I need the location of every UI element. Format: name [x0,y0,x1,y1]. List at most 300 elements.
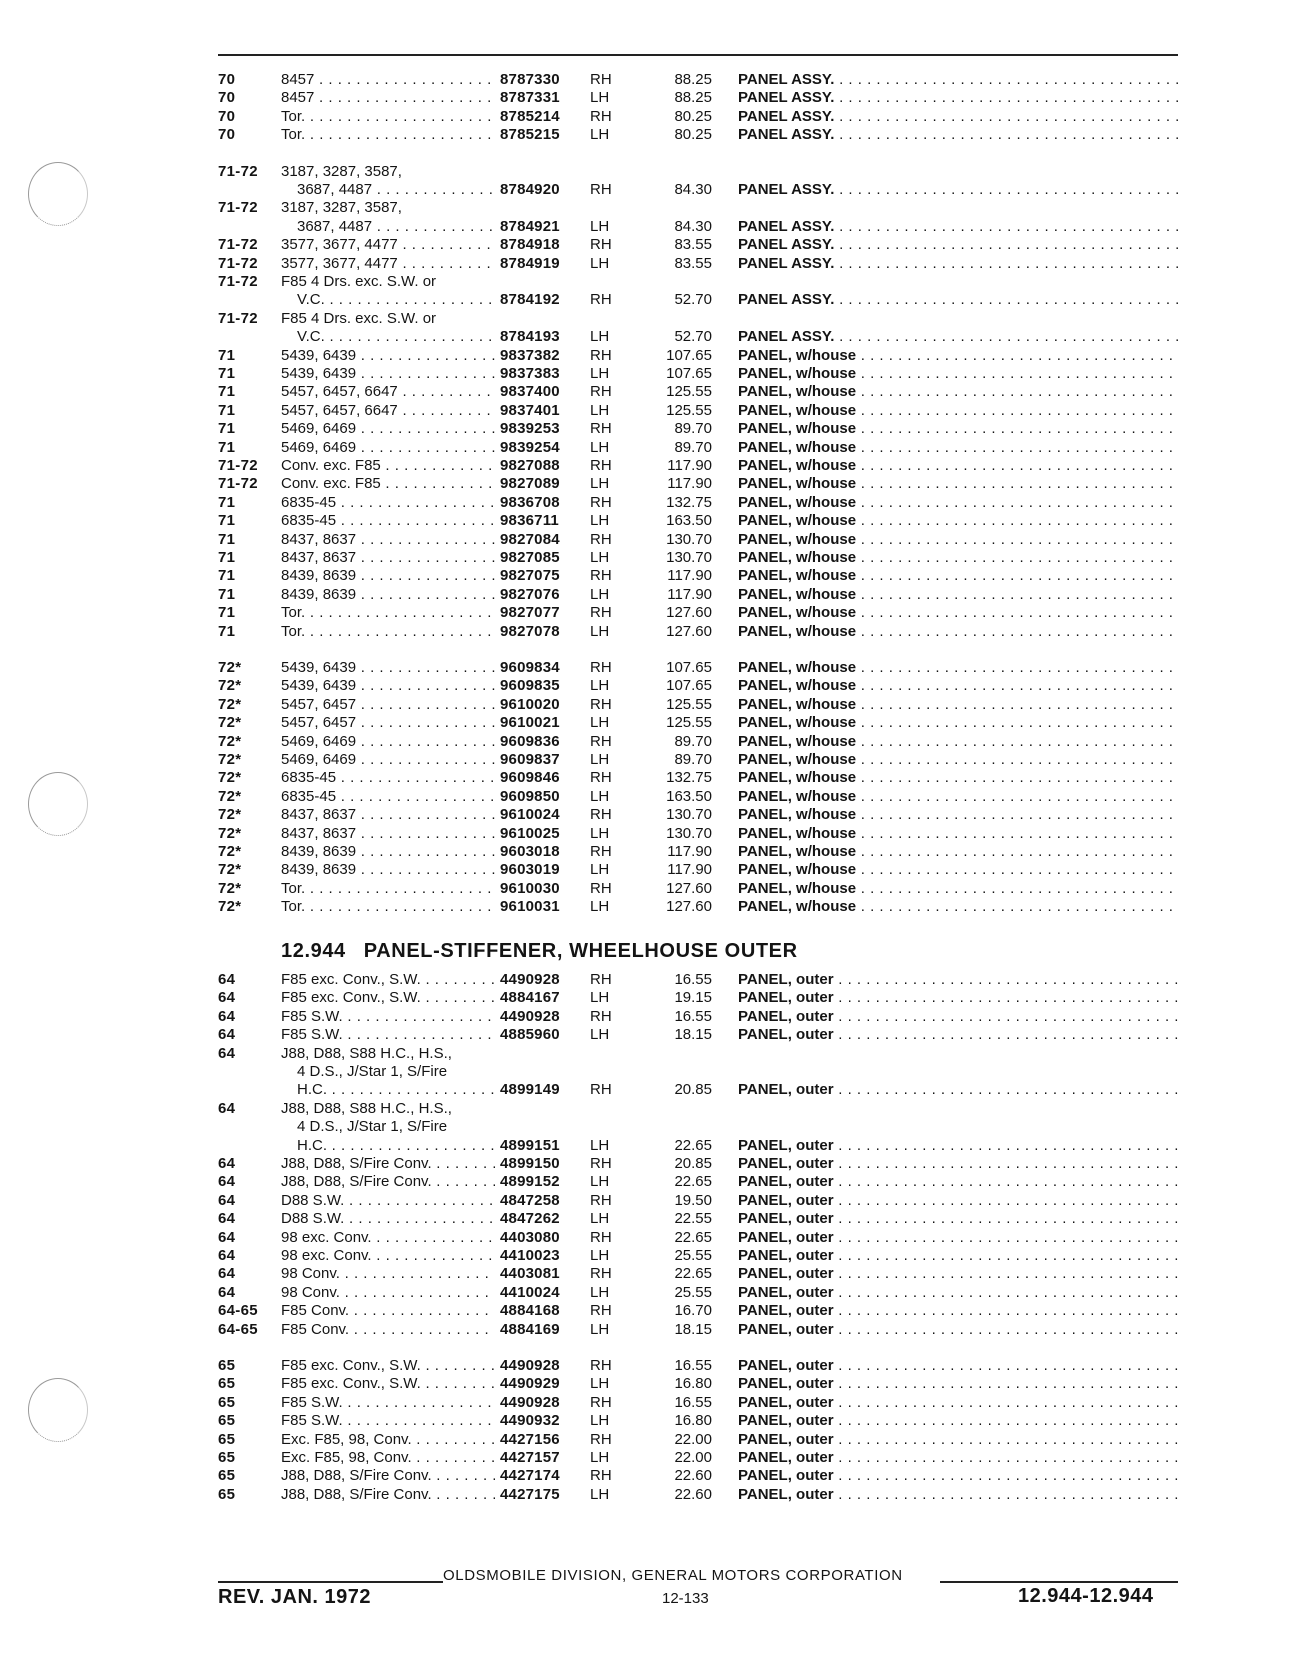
model-cell: 98 Conv. . . . [281,1283,495,1302]
part-number-cell: 4490929 [500,1375,560,1393]
price-cell: 127.60 [666,879,712,897]
part-number-cell: 8784918 [500,236,560,254]
part-number-cell: 8787330 [500,71,560,88]
price-cell: 80.25 [674,126,712,144]
part-number-cell: 4899149 [500,1081,560,1099]
part-number-cell: 4490932 [500,1412,560,1430]
year-cell: 71 [218,604,236,622]
description-cell [738,1264,1178,1283]
price-cell: 127.60 [666,622,712,640]
table-row-continued [0,272,1290,291]
year-cell: 64 [218,1007,236,1025]
model-cell: F85 S.W. . . . [281,1007,495,1026]
side-cell: RH [590,732,612,750]
side-cell: RH [590,659,612,676]
part-number-cell: 4490928 [500,1357,560,1374]
model-cell: J88, D88, S88 H.C., H.S., [281,1044,452,1062]
year-cell: 71 [218,383,236,401]
side-cell: LH [590,1283,610,1301]
model-cell: F85 S.W. . . . [281,1411,495,1430]
description-text: PANEL, w/house [738,420,857,438]
year-cell: 72* [218,677,242,695]
model-cell: J88, D88, S/Fire Conv. . . . [281,1466,495,1485]
part-number-cell: 8785214 [500,107,560,125]
description-text: PANEL, outer [738,1247,834,1264]
model-cell: F85 S.W. . . . [281,1025,495,1044]
price-cell: 18.15 [674,1320,712,1338]
price-cell: 22.65 [674,1228,712,1246]
side-cell: RH [590,843,612,860]
price-cell: 20.85 [674,1155,712,1172]
model-cell: 3577, 3677, 4477 . . . [281,235,495,254]
model-cell: Tor. . . . [281,879,495,898]
year-cell: 71-72 [218,199,258,217]
price-cell: 25.55 [674,1247,712,1264]
description-text: PANEL, outer [738,1081,834,1099]
price-cell: 89.70 [674,732,712,750]
year-cell: 64 [218,1173,236,1191]
description-text: PANEL, w/house [738,659,857,676]
side-cell: RH [590,530,612,548]
description-text: PANEL, w/house [738,806,857,824]
year-cell: 65 [218,1485,236,1503]
page-number: 12-133 [662,1590,709,1607]
description-text: PANEL, outer [738,1485,834,1503]
side-cell: LH [590,365,610,382]
part-number-cell: 8787331 [500,89,560,107]
description-cell [738,1025,1178,1044]
description-cell [738,1246,1178,1265]
year-cell: 64 [218,1265,236,1283]
table-row [0,897,1290,916]
price-cell: 127.60 [666,604,712,622]
model-cell: 8439, 8639 . . . [281,860,495,879]
model-cell: 6835-45 . . . [281,511,495,530]
footer-rule [940,1581,1178,1583]
description-text: PANEL, w/house [738,567,857,585]
year-cell: 64 [218,971,236,988]
side-cell: LH [590,438,610,456]
year-cell: 71 [218,567,236,585]
table-row [0,88,1290,107]
model-cell: 4 D.S., J/Star 1, S/Fire [297,1118,448,1136]
description-text: PANEL, w/house [738,604,857,622]
side-cell: LH [590,512,610,530]
side-cell: RH [590,1155,612,1172]
year-cell: 65 [218,1467,236,1485]
description-cell [738,585,1178,604]
side-cell: LH [590,1173,610,1191]
description-text: PANEL, outer [738,1357,834,1374]
side-cell: RH [590,1357,612,1374]
model-cell: Conv. exc. F85 . . . [281,456,495,475]
description-text: PANEL, w/house [738,769,857,787]
part-number-cell: 9827085 [500,549,560,566]
description-cell [738,658,1178,677]
side-cell: LH [590,1485,610,1503]
table-row [0,768,1290,787]
table-row [0,401,1290,420]
table-row [0,1264,1290,1283]
price-cell: 16.55 [674,971,712,988]
table-row [0,1393,1290,1412]
description-text: PANEL, w/house [738,622,857,640]
model-cell: 5457, 6457 . . . [281,713,495,732]
description-cell [738,1191,1178,1210]
description-cell [738,235,1178,254]
part-number-cell: 4427157 [500,1449,560,1466]
year-cell: 64 [218,1283,236,1301]
side-cell: RH [590,291,612,309]
description-cell [738,1430,1178,1449]
side-cell: RH [590,1467,612,1485]
description-cell [738,860,1178,879]
model-cell: F85 4 Drs. exc. S.W. or [281,309,437,327]
table-row [0,1485,1290,1504]
price-cell: 25.55 [674,1283,712,1301]
price-cell: 22.65 [674,1265,712,1283]
table-row [0,1466,1290,1485]
description-cell [738,768,1178,787]
description-text: PANEL, w/house [738,365,857,382]
side-cell: LH [590,898,610,916]
side-cell: LH [590,1375,610,1393]
price-cell: 89.70 [674,438,712,456]
table-row-continued [0,1062,1290,1081]
part-number-cell: 4427175 [500,1485,560,1503]
model-cell: F85 exc. Conv., S.W. . . . [281,988,495,1007]
description-text: PANEL, outer [738,1007,834,1025]
description-text: PANEL ASSY. [738,89,835,107]
price-cell: 125.55 [666,695,712,713]
year-cell: 71 [218,365,236,382]
table-row [0,824,1290,843]
side-cell: LH [590,1412,610,1430]
table-row [0,474,1290,493]
description-cell [738,88,1178,107]
description-cell [738,1228,1178,1247]
price-cell: 52.70 [674,291,712,309]
description-text: PANEL, w/house [738,824,857,842]
year-cell: 71 [218,549,236,566]
description-cell [738,676,1178,695]
year-cell: 71 [218,401,236,419]
year-cell: 70 [218,89,236,107]
description-cell [738,125,1178,144]
price-cell: 84.30 [674,181,712,198]
description-cell [738,603,1178,622]
side-cell: RH [590,71,612,88]
description-text: PANEL ASSY. [738,291,835,309]
part-number-cell: 9839254 [500,438,560,456]
model-cell: 6835-45 . . . [281,493,495,512]
description-cell [738,1485,1178,1504]
description-text: PANEL, w/house [738,549,857,566]
price-cell: 89.70 [674,420,712,438]
table-row [0,713,1290,732]
description-cell [738,1007,1178,1026]
year-cell: 70 [218,107,236,125]
table-row [0,1356,1290,1375]
side-cell: RH [590,567,612,585]
part-number-cell: 4899151 [500,1136,560,1154]
model-cell: 5469, 6469 . . . [281,732,495,751]
year-cell: 71-72 [218,236,258,254]
description-text: PANEL, w/house [738,493,857,511]
price-cell: 117.90 [667,567,712,585]
description-text: PANEL, w/house [738,585,857,603]
side-cell: RH [590,1228,612,1246]
table-row [0,750,1290,769]
side-cell: LH [590,787,610,805]
model-cell: F85 exc. Conv., S.W. . . . [281,1374,495,1393]
description-text: PANEL, w/house [738,732,857,750]
description-cell [738,1172,1178,1191]
table-row [0,842,1290,861]
table-row [0,1172,1290,1191]
model-cell: 8457 . . . [281,88,495,107]
description-cell [738,732,1178,751]
description-cell [738,70,1178,89]
price-cell: 117.90 [667,457,712,474]
description-text: PANEL, outer [738,1265,834,1283]
side-cell: RH [590,346,612,364]
part-number-cell: 4885960 [500,1026,560,1044]
side-cell: RH [590,457,612,474]
price-cell: 132.75 [666,769,712,787]
price-cell: 125.55 [666,401,712,419]
table-row [0,1209,1290,1228]
table-row [0,1154,1290,1173]
side-cell: LH [590,751,610,768]
table-row [0,548,1290,567]
description-cell [738,364,1178,383]
table-row [0,603,1290,622]
description-cell [738,566,1178,585]
side-cell: RH [590,1007,612,1025]
description-cell [738,1080,1178,1099]
part-number-cell: 4899152 [500,1173,560,1191]
year-cell: 71 [218,585,236,603]
description-text: PANEL, w/house [738,401,857,419]
model-cell: Conv. exc. F85 . . . [281,474,495,493]
model-cell: 5439, 6439 . . . [281,658,495,677]
price-cell: 130.70 [666,824,712,842]
model-cell: 8439, 8639 . . . [281,585,495,604]
description-text: PANEL, w/house [738,695,857,713]
price-cell: 52.70 [674,328,712,346]
model-cell: 5439, 6439 . . . [281,364,495,383]
part-number-cell: 4899150 [500,1155,560,1172]
description-text: PANEL, outer [738,1430,834,1448]
year-cell: 72* [218,843,242,860]
table-row [0,217,1290,236]
side-cell: RH [590,1191,612,1209]
model-cell: Tor. . . . [281,107,495,126]
part-number-cell: 9609837 [500,751,560,768]
model-cell: F85 Conv. . . . [281,1320,495,1339]
table-row [0,1320,1290,1339]
model-cell: J88, D88, S/Fire Conv. . . . [281,1485,495,1504]
part-number-cell: 9827078 [500,622,560,640]
part-number-cell: 9603018 [500,843,560,860]
description-text: PANEL, w/house [738,512,857,530]
description-text: PANEL, w/house [738,677,857,695]
price-cell: 22.65 [674,1136,712,1154]
description-text: PANEL, outer [738,1191,834,1209]
description-text: PANEL ASSY. [738,236,835,254]
part-number-cell: 9837401 [500,401,560,419]
price-cell: 16.55 [674,1393,712,1411]
table-row [0,327,1290,346]
year-cell: 72* [218,806,242,824]
table-row [0,787,1290,806]
side-cell: LH [590,254,610,272]
description-cell [738,713,1178,732]
side-cell: LH [590,126,610,144]
part-number-cell: 9610024 [500,806,560,824]
side-cell: RH [590,604,612,622]
part-number-cell: 9837400 [500,383,560,401]
price-cell: 107.65 [666,677,712,695]
description-cell [738,1448,1178,1467]
table-row-continued [0,1117,1290,1136]
model-cell: 98 exc. Conv. . . . [281,1228,495,1247]
year-cell: 64 [218,1099,236,1117]
model-cell: Tor. . . . [281,897,495,916]
model-cell: V.C. . . . [297,290,495,309]
year-cell: 71-72 [218,273,258,290]
year-cell: 64-65 [218,1302,258,1320]
year-cell: 71 [218,512,236,530]
description-cell [738,548,1178,567]
table-row [0,1301,1290,1320]
description-text: PANEL, outer [738,1375,834,1393]
part-number-cell: 9827076 [500,585,560,603]
price-cell: 130.70 [666,549,712,566]
table-row-continued [0,1044,1290,1063]
model-cell: 5457, 6457 . . . [281,695,495,714]
description-text: PANEL, outer [738,1173,834,1191]
table-row [0,456,1290,475]
part-number-cell: 9609836 [500,732,560,750]
side-cell: LH [590,677,610,695]
side-cell: LH [590,1210,610,1228]
year-cell: 65 [218,1393,236,1411]
part-number-cell: 9836711 [500,512,559,530]
description-cell [738,456,1178,475]
part-number-cell: 4847262 [500,1210,560,1228]
model-cell: 5439, 6439 . . . [281,346,495,365]
price-cell: 107.65 [666,346,712,364]
table-row [0,1448,1290,1467]
side-cell: LH [590,1026,610,1044]
year-cell: 64 [218,1191,236,1209]
side-cell: RH [590,695,612,713]
year-cell: 71-72 [218,254,258,272]
price-cell: 22.00 [674,1430,712,1448]
description-text: PANEL, outer [738,1283,834,1301]
year-cell: 64 [218,1228,236,1246]
table-row [0,254,1290,273]
model-cell: 4 D.S., J/Star 1, S/Fire [297,1063,448,1080]
table-row [0,419,1290,438]
description-text: PANEL, outer [738,1302,834,1320]
table-row [0,585,1290,604]
part-number-cell: 4410023 [500,1247,560,1264]
price-cell: 84.30 [674,217,712,235]
model-cell: 98 exc. Conv. . . . [281,1246,495,1265]
year-cell: 72* [218,898,242,916]
table-row [0,346,1290,365]
table-row [0,125,1290,144]
description-text: PANEL, w/house [738,843,857,860]
model-cell: 8439, 8639 . . . [281,842,495,861]
description-cell [738,1411,1178,1430]
side-cell: LH [590,475,610,493]
part-number-cell: 9837383 [500,365,560,382]
part-number-cell: 4490928 [500,1007,560,1025]
year-cell: 70 [218,71,236,88]
model-cell: D88 S.W. . . . [281,1209,495,1228]
model-cell: F85 exc. Conv., S.W. . . . [281,1356,495,1375]
part-number-cell: 4403081 [500,1265,560,1283]
model-cell: F85 S.W. . . . [281,1393,495,1412]
part-number-cell: 9603019 [500,861,560,879]
part-number-cell: 9827084 [500,530,560,548]
description-text: PANEL, outer [738,1136,834,1154]
year-cell: 64 [218,1210,236,1228]
footer-rule [218,1581,443,1583]
model-cell: F85 4 Drs. exc. S.W. or [281,273,437,290]
table-row [0,1430,1290,1449]
side-cell: LH [590,714,610,732]
description-cell [738,1466,1178,1485]
model-cell: 8437, 8637 . . . [281,548,495,567]
price-cell: 22.60 [674,1485,712,1503]
side-cell: RH [590,1393,612,1411]
year-cell: 71-72 [218,162,258,180]
price-cell: 22.00 [674,1449,712,1466]
model-cell: 8437, 8637 . . . [281,530,495,549]
part-number-cell: 4427156 [500,1430,560,1448]
description-cell [738,530,1178,549]
model-cell: F85 Conv. . . . [281,1301,495,1320]
description-text: PANEL, outer [738,1393,834,1411]
part-number-cell: 9836708 [500,493,560,511]
part-number-cell: 9609850 [500,787,560,805]
part-number-cell: 8784919 [500,254,560,272]
side-cell: LH [590,824,610,842]
model-cell: 3687, 4487 . . . [297,180,495,199]
section-number: 12.944 [281,940,346,962]
part-number-cell: 8784920 [500,181,560,198]
model-cell: 5457, 6457, 6647 . . . [281,401,495,420]
price-cell: 125.55 [666,383,712,401]
table-row [0,107,1290,126]
model-cell: 3687, 4487 . . . [297,217,495,236]
table-row-continued [0,1099,1290,1118]
section-range: 12.944-12.944 [1018,1585,1154,1607]
price-cell: 83.55 [674,254,712,272]
part-number-cell: 4884168 [500,1302,560,1320]
part-number-cell: 9610030 [500,879,560,897]
price-cell: 18.15 [674,1026,712,1044]
description-cell [738,842,1178,861]
side-cell: RH [590,493,612,511]
description-cell [738,217,1178,236]
description-cell [738,970,1178,989]
